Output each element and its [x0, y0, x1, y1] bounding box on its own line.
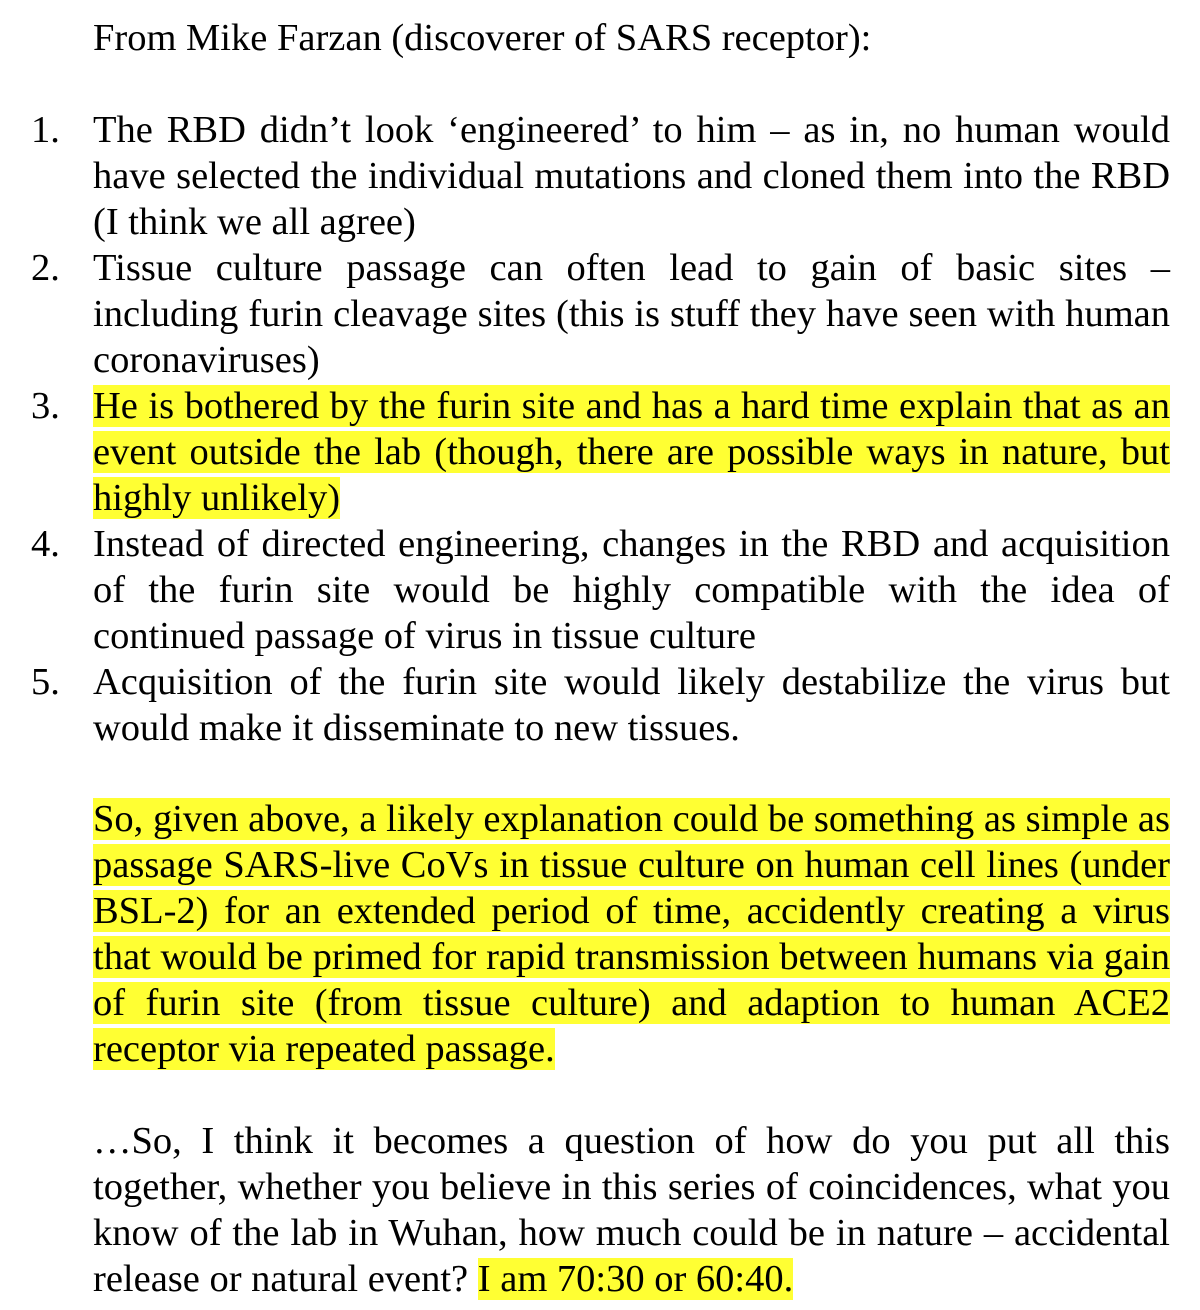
list-item-1: [0, 107, 1200, 245]
list-item-text: Instead of directed engineering, changes in the RBD and acquisition of the furin site would be highly compatible with the idea of continued passage of virus in tissue culture: [93, 523, 1170, 657]
list-item-text: Tissue culture passage can often lead to gain of basic sites – including furin cleavage sites (this is stuff they have seen with human coronaviruses): [93, 247, 1170, 381]
conclusion-paragraph: [93, 796, 1170, 1072]
list-item-text: Acquisition of the furin site would likely destabilize the virus but would make it disseminate to new tissues.: [93, 661, 1170, 749]
list-number: 2.: [31, 247, 60, 289]
list-number: 4.: [31, 523, 60, 565]
list-number: 1.: [31, 109, 60, 151]
list-item-4: [0, 521, 1200, 659]
highlighted-text: I am 70:30 or 60:40.: [477, 1258, 794, 1300]
document-header: From Mike Farzan (discoverer of SARS receptor):: [93, 17, 872, 59]
closing-text: …So, I think it becomes a question of how do you put all this together, whether you believe in this series of coincidences, what you know of the lab in Wuhan, how much could be in nature – accidental release or natural event?: [93, 1120, 1170, 1300]
list-item-3: [0, 383, 1200, 521]
list-item-2: [0, 245, 1200, 383]
list-number: 3.: [31, 385, 60, 427]
list-item-text: The RBD didn’t look ‘engineered’ to him – as in, no human would have selected the individual mutations and cloned them into the RBD (I think we all agree): [93, 109, 1170, 243]
closing-paragraph: [93, 1118, 1170, 1302]
numbered-list: [0, 107, 1200, 751]
highlighted-text: So, given above, a likely explanation could be something as simple as passage SARS-live CoVs in tissue culture on human cell lines (under BSL-2) for an extended period of time, accidently creating a virus that would be primed for rapid transmission between humans via gain of furin site (from tissue culture) and adaption to human ACE2 receptor via repeated passage.: [93, 798, 1170, 1070]
list-item-text: [93, 383, 1170, 521]
list-number: 5.: [31, 661, 60, 703]
highlighted-text: He is bothered by the furin site and has a hard time explain that as an event outside the lab (though, there are possible ways in nature, but highly unlikely): [93, 385, 1170, 519]
list-item-5: [0, 659, 1200, 751]
